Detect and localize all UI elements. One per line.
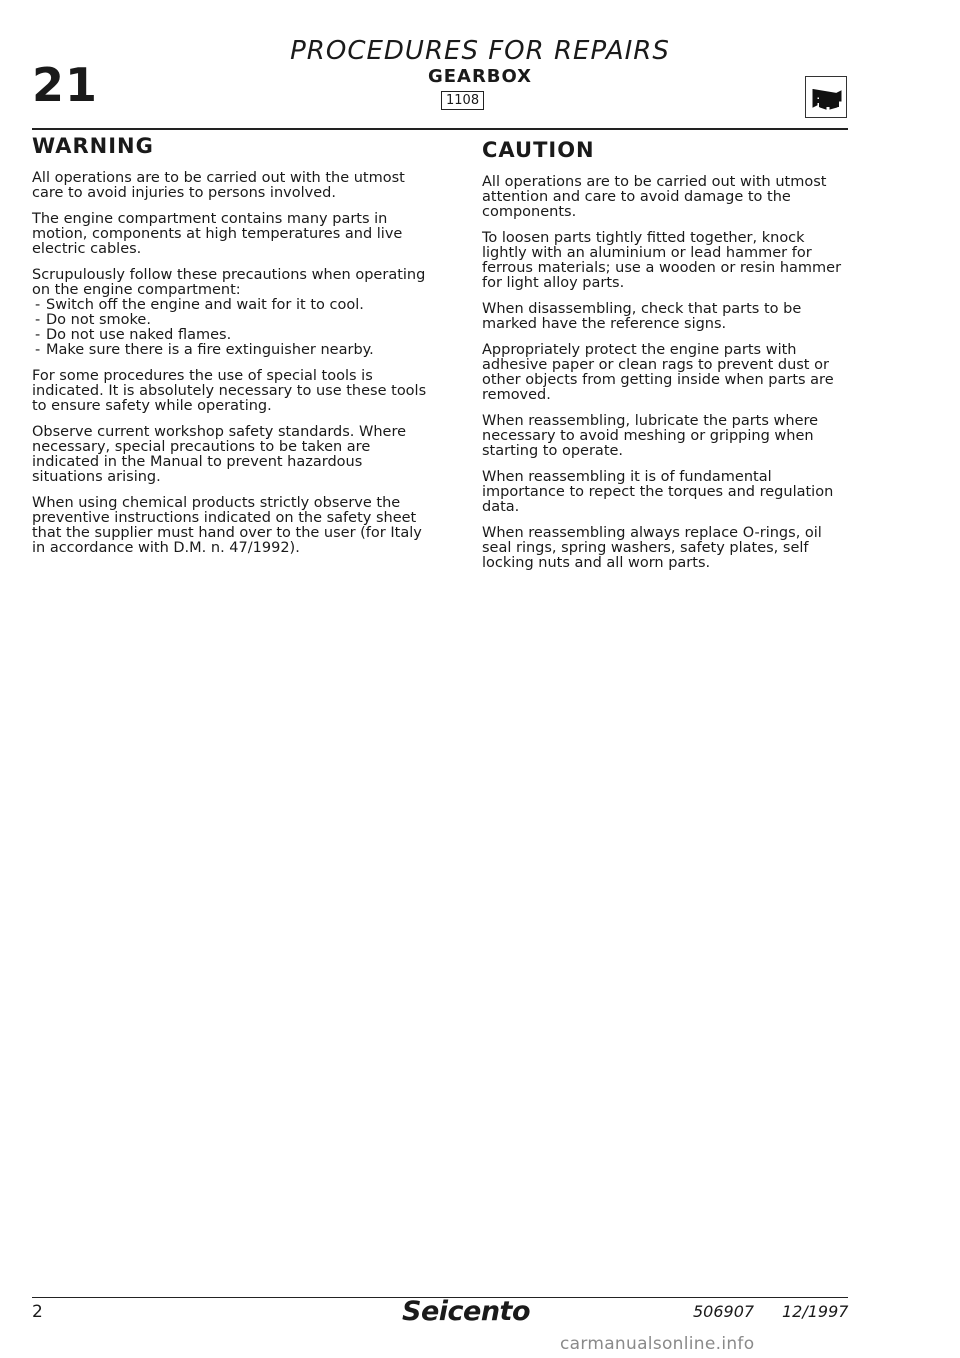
group-code-badge: 1108 [441,91,484,110]
warning-heading: WARNING [32,134,154,158]
caution-paragraph: To loosen parts tightly fitted together, knock lightly with an aluminium or lead hammer for ferrous materials; use a wooden or resin hammer for light alloy parts. [482,230,842,291]
brand-logo: Seicento [402,1296,531,1327]
caution-paragraph: When reassembling, lubricate the parts where necessary to avoid meshing or gripping when starting to operate. [482,413,819,459]
gearbox-icon [805,76,847,118]
caution-section [482,136,852,582]
warning-paragraph: When using chemical products strictly observe the preventive instructions indicated on the safety sheet that the supplier must hand over to the user (for Italy in accordance with D.M. n. 47/1992). [32,495,422,556]
caution-paragraph: When reassembling it is of fundamental importance to repect the torques and regulation data. [482,469,834,515]
document-date: 12/1997 [782,1302,849,1321]
warning-paragraph: Observe current workshop safety standards. Where necessary, special precautions to be taken are indicated in the Manual to prevent hazardous situations arising. [32,424,407,485]
caution-paragraph: When reassembling always replace O-rings, oil seal rings, spring washers, safety plates, self locking nuts and all worn parts. [482,525,822,571]
page-number: 2 [32,1302,43,1322]
section-number: 21 [32,58,99,112]
caution-paragraph: Appropriately protect the engine parts with adhesive paper or clean rags to prevent dust or other objects from getting inside when parts are removed. [482,342,834,403]
warning-paragraph: For some procedures the use of special tools is indicated. It is absolutely necessary to use these tools to ensure safety while operating. [32,368,427,414]
watermark: carmanualsonline.info [560,1334,755,1354]
warning-paragraph: All operations are to be carried out with the utmost care to avoid injuries to persons involved. [32,170,405,201]
warning-paragraph: Scrupulously follow these precautions when operating on the engine compartment: [32,267,426,298]
caution-paragraph: When disassembling, check that parts to be marked have the reference signs. [482,301,802,332]
warning-paragraph: The engine compartment contains many parts in motion, components at high temperatures and live electric cables. [32,211,403,257]
list-item: - Make sure there is a fire extinguisher nearby. [32,343,432,358]
document-code: 506907 [693,1302,755,1321]
page-subtitle: GEARBOX [427,66,533,87]
warning-section [32,132,432,567]
caution-paragraph: All operations are to be carried out with utmost attention and care to avoid damage to the components. [482,174,827,220]
header-rule [32,128,848,130]
precautions-list [32,298,432,358]
list-item: - Switch off the engine and wait for it to cool. [32,298,432,313]
caution-heading: CAUTION [482,138,595,162]
list-item: - Do not use naked flames. [32,328,432,343]
page-title: PROCEDURES FOR REPAIRS [290,36,670,66]
list-item: - Do not smoke. [32,313,432,328]
